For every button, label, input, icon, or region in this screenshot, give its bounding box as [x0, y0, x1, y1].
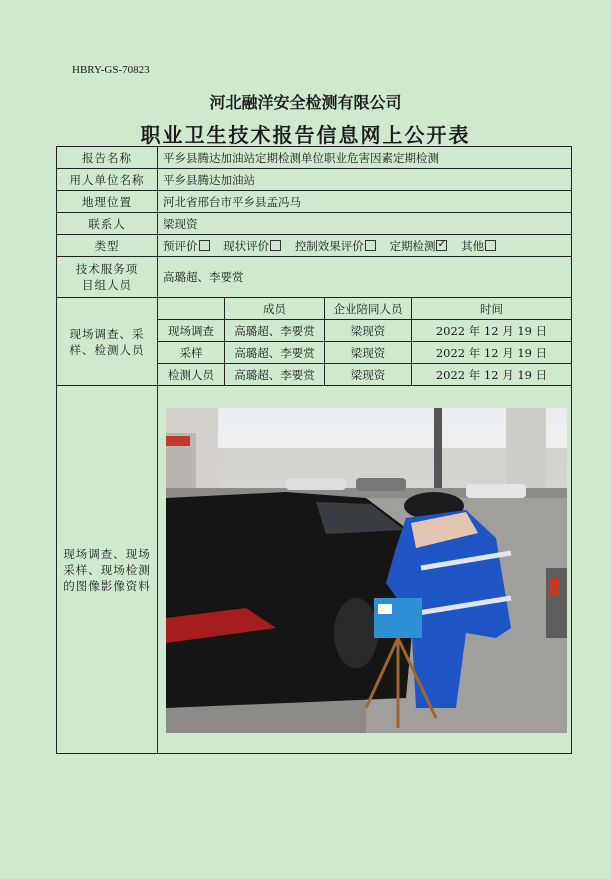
document-code: HBRY-GS-70823 [72, 64, 150, 76]
employer-value: 平乡县腾达加油站 [158, 169, 572, 191]
type-option: 控制效果评价 [294, 238, 364, 253]
site-photo-image [166, 408, 567, 733]
location-value: 河北省邢台市平乡县孟冯马 [158, 191, 572, 213]
members-cell: 高璐超、李要赏 [225, 364, 325, 386]
type-label: 类型 [57, 235, 158, 257]
type-option: 其他 [461, 238, 485, 253]
type-option: 定期检测 [389, 238, 436, 253]
company-rep-cell: 梁现资 [325, 364, 412, 386]
date-cell: 2022 年 12 月 19 日 [412, 342, 572, 364]
role-cell: 现场调查 [158, 320, 225, 342]
checkbox-icon [270, 240, 281, 251]
photo-section-label: 现场调查、现场采样、现场检测的图像影像资料 [57, 386, 158, 754]
page-title: 职业卫生技术报告信息网上公开表 [140, 123, 471, 147]
site-photo [166, 408, 567, 733]
contact-value: 梁现资 [158, 213, 572, 235]
checked-checkbox-icon [436, 240, 447, 251]
checkbox-icon [365, 240, 376, 251]
report-name-label: 报告名称 [57, 147, 158, 169]
type-option: 预评价 [163, 238, 198, 253]
members-cell: 高璐超、李要赏 [225, 342, 325, 364]
contact-label: 联系人 [57, 213, 158, 235]
members-cell: 高璐超、李要赏 [225, 320, 325, 342]
report-name-value: 平乡县腾达加油站定期检测单位职业危害因素定期检测 [158, 147, 572, 169]
info-table [56, 146, 572, 754]
tech-label: 技术服务项目组人员 [57, 257, 158, 298]
date-cell: 2022 年 12 月 19 日 [412, 364, 572, 386]
field-label: 现场调查、采样、检测人员 [57, 298, 158, 386]
empty-header-cell [158, 298, 225, 320]
location-label: 地理位置 [57, 191, 158, 213]
photo-cell [158, 386, 572, 754]
role-cell: 检测人员 [158, 364, 225, 386]
date-cell: 2022 年 12 月 19 日 [412, 320, 572, 342]
company-name: 河北融洋安全检测有限公司 [209, 93, 402, 112]
company-rep-header: 企业陪同人员 [325, 298, 412, 320]
type-option: 现状评价 [223, 238, 270, 253]
tech-members-value: 高璐超、李要赏 [158, 257, 572, 298]
checkbox-icon [199, 240, 210, 251]
members-header: 成员 [225, 298, 325, 320]
checkbox-icon [485, 240, 496, 251]
date-header: 时间 [412, 298, 572, 320]
company-rep-cell: 梁现资 [325, 320, 412, 342]
role-cell: 采样 [158, 342, 225, 364]
employer-label: 用人单位名称 [57, 169, 158, 191]
company-rep-cell: 梁现资 [325, 342, 412, 364]
type-options [158, 235, 572, 257]
